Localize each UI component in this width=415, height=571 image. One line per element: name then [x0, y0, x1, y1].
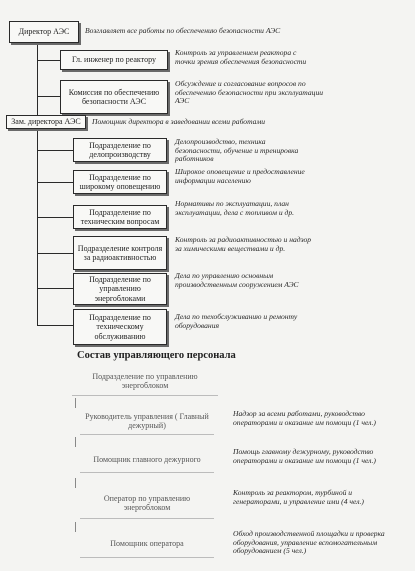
divider	[72, 395, 218, 396]
staff-role-label: Помощник главного дежурного	[93, 455, 201, 465]
connector-line	[37, 43, 38, 115]
director-box	[9, 21, 79, 43]
safety-commission-box	[60, 80, 168, 114]
connector-line	[37, 60, 60, 61]
staff-role-box	[80, 533, 214, 555]
department-desc: Нормативы по эксплуатации, план эксплуатации, дела с топливом и др.	[175, 199, 295, 217]
department-label: Подразделение по управлению энергоблоками	[89, 274, 151, 303]
department-box	[73, 170, 167, 194]
connector-line	[75, 437, 76, 447]
staff-unit-label: Подразделение по управлению энергоблоком	[92, 371, 198, 390]
connector-line	[75, 522, 76, 532]
department-desc: Дела по техобслуживанию и ремонту оборудования	[175, 312, 298, 330]
staff-role-desc: Контроль за реактором, турбиной и генераторами, и управление ими (4 чел.)	[233, 488, 364, 506]
connector-line	[37, 325, 73, 326]
department-label: Подразделение по делопроизводству	[89, 140, 151, 159]
staff-role-box	[80, 490, 214, 516]
staff-role-desc: Помощь главному дежурному, руководство операторами и оказание им помощи (1 чел.)	[233, 447, 376, 465]
connector-line	[37, 96, 60, 97]
department-box	[73, 236, 167, 270]
director-label: Директор АЭС	[18, 27, 70, 37]
staff-role-desc: Надзор за всеми работами, руководство операторами и оказание им помощи (1 чел.)	[233, 409, 376, 427]
department-desc: Делопроизводство, техника безопасности, обучение и тренировка работников	[175, 137, 299, 164]
divider	[80, 518, 214, 519]
department-desc: Контроль за радиоактивностью и надзор за химическими веществами и др.	[175, 235, 312, 253]
chief-engineer-box	[60, 50, 168, 70]
department-label: Подразделение по техническим вопросам	[80, 207, 160, 226]
staff-section-title: Состав управляющего персонала	[77, 350, 236, 361]
divider	[80, 472, 214, 473]
connector-line	[37, 182, 73, 183]
department-box	[73, 309, 167, 345]
chief-engineer-desc: Контроль за управлением реактора с точки зрения обеспечения безопасности	[175, 48, 307, 66]
department-box	[73, 205, 167, 229]
connector-line	[75, 398, 76, 408]
deputy-director-label: Зам. директора АЭС	[11, 117, 81, 127]
director-desc: Возглавляет все работы по обеспечению безопасности АЭС	[85, 26, 281, 35]
staff-role-box	[80, 450, 214, 470]
deputy-director-box	[6, 115, 86, 129]
connector-line	[37, 288, 73, 289]
department-desc: Широкое оповещение и предоставление информации населению	[175, 167, 305, 185]
chief-engineer-label: Гл. инженер по реактору	[72, 55, 156, 65]
safety-commission-desc: Обсуждение и согласование вопросов по обеспечению безопасности при эксплуатации АЭС	[175, 79, 324, 106]
connector-line	[75, 478, 76, 488]
staff-role-label: Оператор по управлению энергоблоком	[103, 493, 191, 512]
department-box	[73, 273, 167, 305]
divider	[80, 557, 214, 558]
department-label: Подразделение по техническому обслуживанию	[89, 312, 151, 341]
deputy-director-desc: Помощник директора в заведовании всеми работами	[92, 117, 266, 126]
connector-line	[37, 127, 38, 325]
staff-role-box	[80, 409, 214, 433]
staff-role-label: Помощник оператора	[110, 539, 184, 549]
department-label: Подразделение контроля за радиоактивностью	[77, 243, 163, 262]
connector-line	[37, 217, 73, 218]
department-desc: Дела по управлению основным производственным сооружением АЭС	[175, 271, 299, 289]
safety-commission-label: Комиссия по обеспечению безопасности АЭС	[68, 87, 160, 106]
connector-line	[37, 253, 73, 254]
staff-role-label: Руководитель управления ( Главный дежурный)	[85, 411, 209, 430]
department-box	[73, 138, 167, 162]
department-label: Подразделение по широкому оповещению	[79, 172, 161, 191]
connector-line	[37, 150, 73, 151]
staff-unit-box	[72, 369, 218, 393]
divider	[80, 434, 214, 435]
staff-role-desc: Обход производственной площадки и проверка оборудования, управление вспомогательным оборудованием (5 чел.)	[233, 529, 385, 556]
